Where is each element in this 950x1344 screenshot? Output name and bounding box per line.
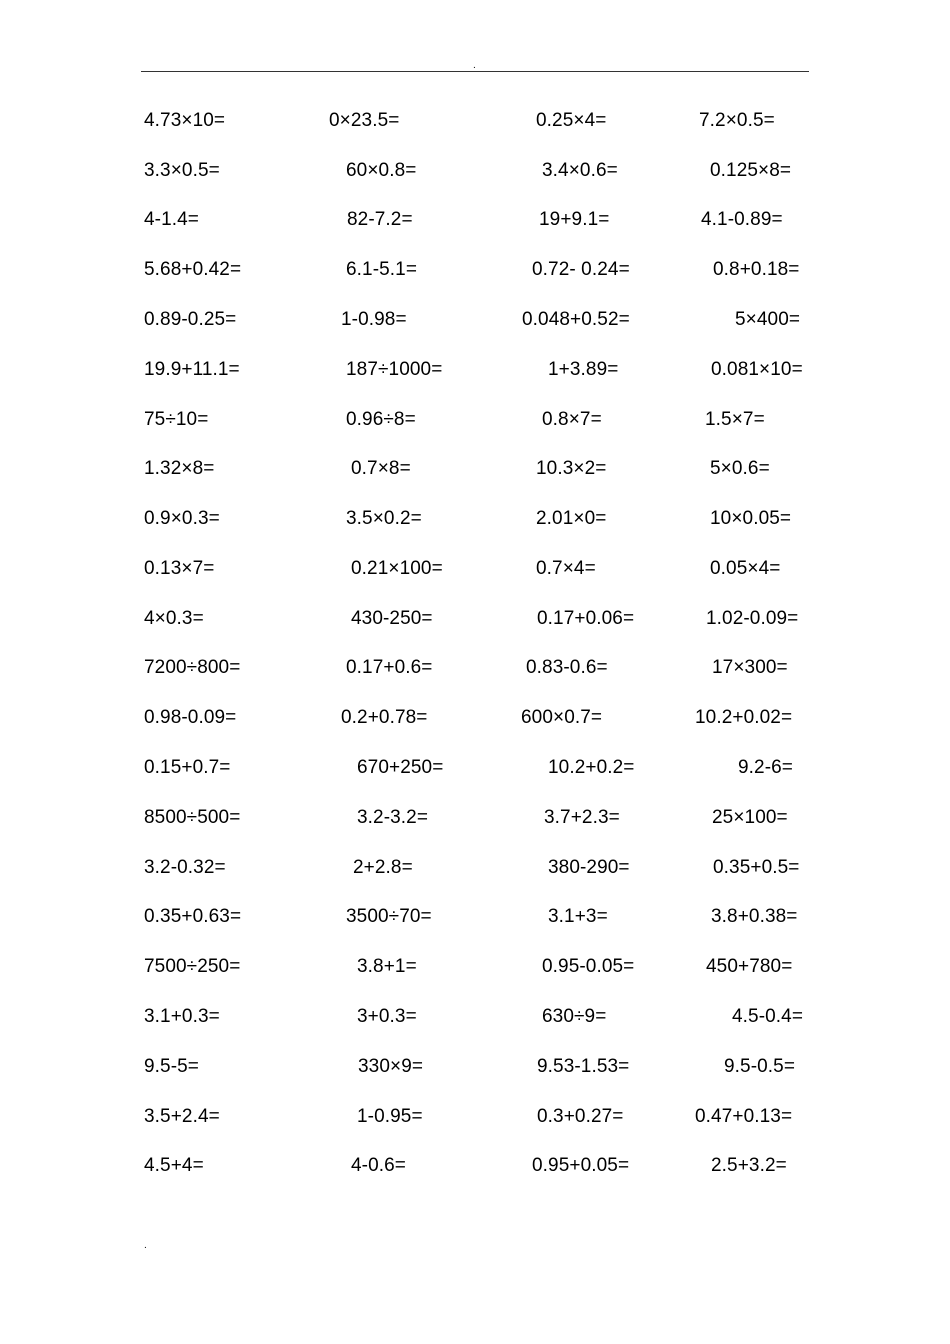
problem-cell: 0.05×4= — [710, 558, 781, 579]
problem-cell: 10.2+0.2= — [548, 757, 635, 778]
problem-cell: 3.7+2.3= — [544, 807, 620, 828]
problem-row — [0, 255, 950, 285]
problem-row — [0, 554, 950, 584]
problem-cell: 0.2+0.78= — [341, 707, 428, 728]
problem-cell: 430-250= — [351, 608, 433, 629]
problem-cell: 1+3.89= — [548, 359, 619, 380]
problem-row — [0, 305, 950, 335]
problem-row — [0, 902, 950, 932]
problem-row — [0, 405, 950, 435]
problem-cell: 5×400= — [735, 309, 801, 330]
problem-cell: 0.8×7= — [542, 409, 602, 430]
problem-cell: 0.25×4= — [536, 110, 607, 131]
problem-cell: 3.8+0.38= — [711, 906, 798, 927]
problem-cell: 0.95+0.05= — [532, 1155, 630, 1176]
problem-cell: 10×0.05= — [710, 508, 792, 529]
problem-cell: 4.5-0.4= — [732, 1006, 804, 1027]
problem-row — [0, 952, 950, 982]
problem-row — [0, 1102, 950, 1132]
problem-row — [0, 853, 950, 883]
problem-cell: 7500÷250= — [144, 956, 241, 977]
problem-cell: 3.4×0.6= — [542, 160, 618, 181]
problem-cell: 3.1+0.3= — [144, 1006, 220, 1027]
problem-cell: 0.96÷8= — [346, 409, 416, 430]
problem-cell: 10.3×2= — [536, 458, 607, 479]
problem-cell: 10.2+0.02= — [695, 707, 793, 728]
problem-cell: 4.5+4= — [144, 1155, 204, 1176]
footer-mark: . — [144, 1240, 147, 1251]
problem-cell: 9.5-5= — [144, 1056, 200, 1077]
problem-cell: 2+2.8= — [353, 857, 413, 878]
problem-row — [0, 803, 950, 833]
problem-row — [0, 604, 950, 634]
problem-cell: 0.125×8= — [710, 160, 792, 181]
problem-cell: 9.53-1.53= — [537, 1056, 630, 1077]
problem-row — [0, 703, 950, 733]
problem-cell: 4-0.6= — [351, 1155, 407, 1176]
problem-row — [0, 653, 950, 683]
problem-cell: 17×300= — [712, 657, 788, 678]
problem-cell: 4.73×10= — [144, 110, 226, 131]
problem-cell: 600×0.7= — [521, 707, 603, 728]
problem-cell: 4.1-0.89= — [701, 209, 783, 230]
problem-cell: 630÷9= — [542, 1006, 607, 1027]
problem-row — [0, 106, 950, 136]
problem-cell: 75÷10= — [144, 409, 209, 430]
problem-cell: 25×100= — [712, 807, 788, 828]
problem-row — [0, 355, 950, 385]
problem-cell: 0.048+0.52= — [522, 309, 630, 330]
problem-cell: 0.89-0.25= — [144, 309, 237, 330]
problem-cell: 19+9.1= — [539, 209, 610, 230]
problem-cell: 6.1-5.1= — [346, 259, 418, 280]
problem-cell: 0.17+0.6= — [346, 657, 433, 678]
problem-cell: 0.8+0.18= — [713, 259, 800, 280]
problem-cell: 5×0.6= — [710, 458, 770, 479]
problem-row — [0, 205, 950, 235]
problem-cell: 1-0.98= — [341, 309, 407, 330]
problem-cell: 330×9= — [358, 1056, 424, 1077]
problem-cell: 0.13×7= — [144, 558, 215, 579]
problem-cell: 60×0.8= — [346, 160, 417, 181]
problem-cell: 9.2-6= — [738, 757, 794, 778]
problem-cell: 1.5×7= — [705, 409, 765, 430]
problem-cell: 3.1+3= — [548, 906, 608, 927]
problem-cell: 0.17+0.06= — [537, 608, 635, 629]
problem-cell: 3500÷70= — [346, 906, 432, 927]
problem-cell: 0.72- 0.24= — [532, 259, 630, 280]
problem-row — [0, 504, 950, 534]
problem-cell: 2.01×0= — [536, 508, 607, 529]
problem-cell: 0.21×100= — [351, 558, 443, 579]
problem-cell: 4×0.3= — [144, 608, 204, 629]
problem-cell: 0.9×0.3= — [144, 508, 220, 529]
problem-cell: 2.5+3.2= — [711, 1155, 787, 1176]
problem-cell: 7200÷800= — [144, 657, 241, 678]
problem-cell: 0.98-0.09= — [144, 707, 237, 728]
problem-cell: 8500÷500= — [144, 807, 241, 828]
problem-cell: 0.3+0.27= — [537, 1106, 624, 1127]
problem-cell: 0.15+0.7= — [144, 757, 231, 778]
problem-cell: 82-7.2= — [347, 209, 413, 230]
problem-cell: 380-290= — [548, 857, 630, 878]
header-mark: . — [473, 60, 476, 71]
problem-cell: 1.02-0.09= — [706, 608, 799, 629]
problem-row — [0, 753, 950, 783]
problem-cell: 3.5+2.4= — [144, 1106, 220, 1127]
problem-cell: 3+0.3= — [357, 1006, 417, 1027]
problem-row — [0, 1151, 950, 1181]
problem-cell: 0.081×10= — [711, 359, 803, 380]
problem-row — [0, 1052, 950, 1082]
problem-cell: 3.2-3.2= — [357, 807, 429, 828]
problem-cell: 3.5×0.2= — [346, 508, 422, 529]
problem-row — [0, 454, 950, 484]
problem-cell: 3.3×0.5= — [144, 160, 220, 181]
problem-row — [0, 1002, 950, 1032]
problem-cell: 19.9+11.1= — [144, 359, 240, 380]
problem-cell: 3.8+1= — [357, 956, 417, 977]
problem-cell: 0.35+0.63= — [144, 906, 242, 927]
problem-cell: 0×23.5= — [329, 110, 400, 131]
problem-cell: 187÷1000= — [346, 359, 443, 380]
problem-cell: 1.32×8= — [144, 458, 215, 479]
problem-cell: 0.7×8= — [351, 458, 411, 479]
problem-cell: 7.2×0.5= — [699, 110, 775, 131]
problem-cell: 0.7×4= — [536, 558, 596, 579]
problem-cell: 4-1.4= — [144, 209, 200, 230]
problem-cell: 5.68+0.42= — [144, 259, 242, 280]
problem-cell: 1-0.95= — [357, 1106, 423, 1127]
problem-row — [0, 156, 950, 186]
problem-cell: 0.95-0.05= — [542, 956, 635, 977]
problem-cell: 670+250= — [357, 757, 444, 778]
problem-cell: 3.2-0.32= — [144, 857, 226, 878]
problem-cell: 450+780= — [706, 956, 793, 977]
problem-cell: 9.5-0.5= — [724, 1056, 796, 1077]
problem-cell: 0.83-0.6= — [526, 657, 608, 678]
problem-cell: 0.35+0.5= — [713, 857, 800, 878]
problem-cell: 0.47+0.13= — [695, 1106, 793, 1127]
